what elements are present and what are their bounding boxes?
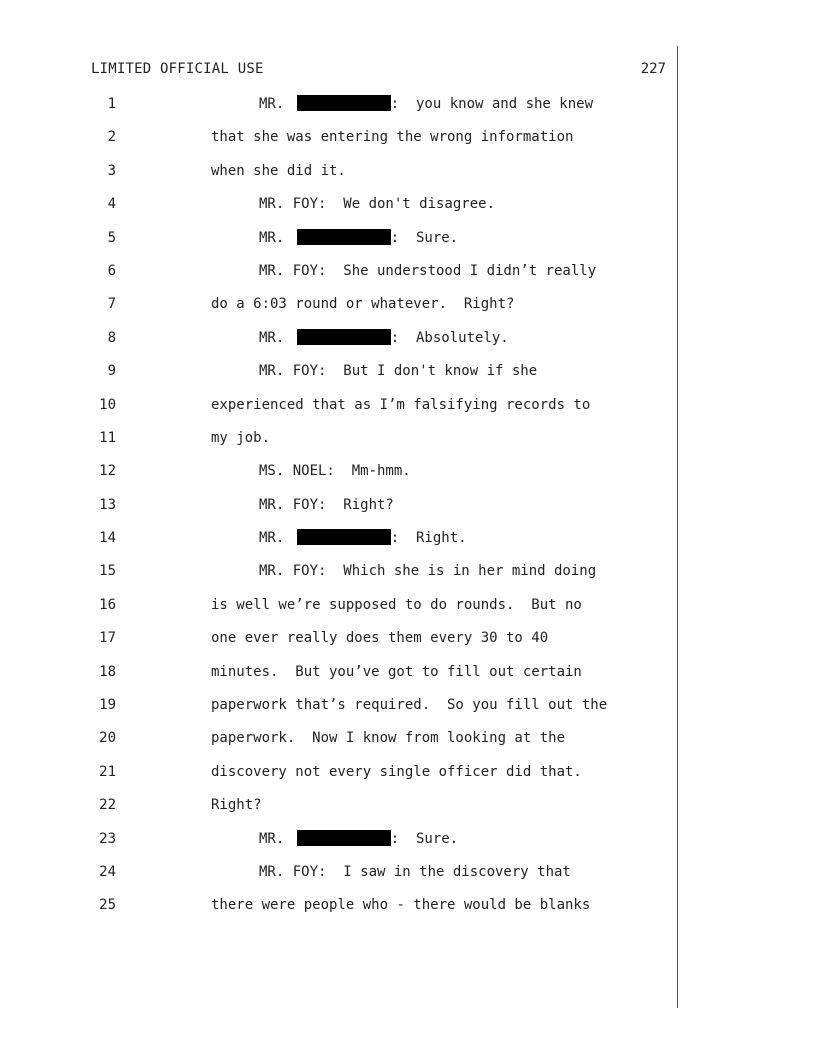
- line-text: do a 6:03 round or whatever. Right?: [211, 296, 515, 313]
- line-text: MS. NOEL: Mm-hmm.: [259, 463, 411, 480]
- transcript-line: [0, 94, 816, 127]
- line-text: my job.: [211, 429, 271, 446]
- line-number: 13: [99, 496, 116, 513]
- speaker-remark: : Absolutely.: [390, 329, 509, 346]
- transcript-line: [0, 461, 816, 494]
- line-text: MR. FOY: Right?: [259, 496, 394, 513]
- speaker-prefix: MR.: [259, 96, 293, 112]
- line-number: 4: [107, 196, 116, 213]
- speaker-remark: : Right.: [390, 530, 467, 547]
- line-text: one ever really does them every 30 to 40: [211, 630, 549, 647]
- line-number: 7: [107, 296, 116, 313]
- line-number: 22: [99, 797, 116, 814]
- line-text: MR. FOY: We don't disagree.: [259, 196, 496, 213]
- line-number: 1: [107, 96, 116, 112]
- line-number: 14: [99, 530, 116, 547]
- line-text: discovery not every single officer did that.: [211, 763, 582, 780]
- line-number: 9: [107, 363, 116, 380]
- transcript-line: [0, 728, 816, 761]
- redaction-box: [297, 95, 391, 111]
- transcript-line: [0, 194, 816, 227]
- line-number: 19: [99, 697, 116, 714]
- line-text: that she was entering the wrong information: [211, 129, 574, 146]
- line-text: experienced that as I’m falsifying records to: [211, 396, 591, 413]
- line-number: 24: [99, 863, 116, 880]
- line-text: MR. FOY: Which she is in her mind doing: [259, 563, 597, 580]
- line-number: 5: [107, 229, 116, 246]
- transcript-line: [0, 428, 816, 461]
- line-text: is well we’re supposed to do rounds. But no: [211, 596, 582, 613]
- transcript-line: [0, 361, 816, 394]
- page-number: 227: [640, 61, 666, 77]
- line-text: when she did it.: [211, 162, 346, 179]
- speaker-remark: : Sure.: [390, 830, 459, 847]
- redaction-box: [297, 229, 391, 245]
- line-number: 3: [107, 162, 116, 179]
- line-text: MR. FOY: I saw in the discovery that: [259, 863, 571, 880]
- line-text: minutes. But you’ve got to fill out certain: [211, 663, 582, 680]
- line-number: 23: [99, 830, 116, 847]
- speaker-prefix: MR.: [259, 830, 293, 847]
- transcript-line: [0, 395, 816, 428]
- transcript-line: [0, 895, 816, 928]
- line-text: paperwork that’s required. So you fill out the: [211, 697, 608, 714]
- transcript-line: [0, 261, 816, 294]
- transcript-line: [0, 795, 816, 828]
- line-number: 11: [99, 429, 116, 446]
- speaker-prefix: MR.: [259, 229, 293, 246]
- transcript-line: [0, 127, 816, 160]
- line-number: 12: [99, 463, 116, 480]
- line-number: 15: [99, 563, 116, 580]
- transcript-line: [0, 294, 816, 327]
- line-text: there were people who - there would be blanks: [211, 897, 591, 914]
- redaction-box: [297, 529, 391, 545]
- line-text: [259, 528, 467, 548]
- line-text: [259, 328, 509, 348]
- transcript-line: [0, 662, 816, 695]
- transcript-lines: [0, 94, 816, 929]
- line-text: MR. FOY: But I don't know if she: [259, 363, 538, 380]
- line-number: 18: [99, 663, 116, 680]
- line-number: 6: [107, 262, 116, 279]
- line-number: 10: [99, 396, 116, 413]
- line-number: 2: [107, 129, 116, 146]
- speaker-remark: : you know and she knew: [390, 96, 594, 112]
- transcript-line: [0, 328, 816, 361]
- transcript-line: [0, 528, 816, 561]
- line-text: Right?: [211, 797, 262, 814]
- line-text: [259, 829, 458, 849]
- redaction-box: [297, 329, 391, 345]
- line-number: 8: [107, 329, 116, 346]
- transcript-line: [0, 695, 816, 728]
- transcript-line: [0, 228, 816, 261]
- line-text: [259, 228, 458, 248]
- line-number: 17: [99, 630, 116, 647]
- classification-header: LIMITED OFFICIAL USE: [91, 61, 264, 77]
- line-number: 21: [99, 763, 116, 780]
- transcript-line: [0, 862, 816, 895]
- redaction-box: [297, 830, 391, 846]
- transcript-line: [0, 495, 816, 528]
- speaker-prefix: MR.: [259, 329, 293, 346]
- transcript-line: [0, 762, 816, 795]
- line-text: MR. FOY: She understood I didn’t really: [259, 262, 597, 279]
- line-text: paperwork. Now I know from looking at the: [211, 730, 566, 747]
- transcript-line: [0, 561, 816, 594]
- speaker-prefix: MR.: [259, 530, 293, 547]
- transcript-line: [0, 595, 816, 628]
- speaker-remark: : Sure.: [390, 229, 459, 246]
- line-number: 20: [99, 730, 116, 747]
- line-number: 16: [99, 596, 116, 613]
- transcript-line: [0, 628, 816, 661]
- line-text: [259, 94, 593, 114]
- transcript-line: [0, 161, 816, 194]
- transcript-line: [0, 829, 816, 862]
- line-number: 25: [99, 897, 116, 914]
